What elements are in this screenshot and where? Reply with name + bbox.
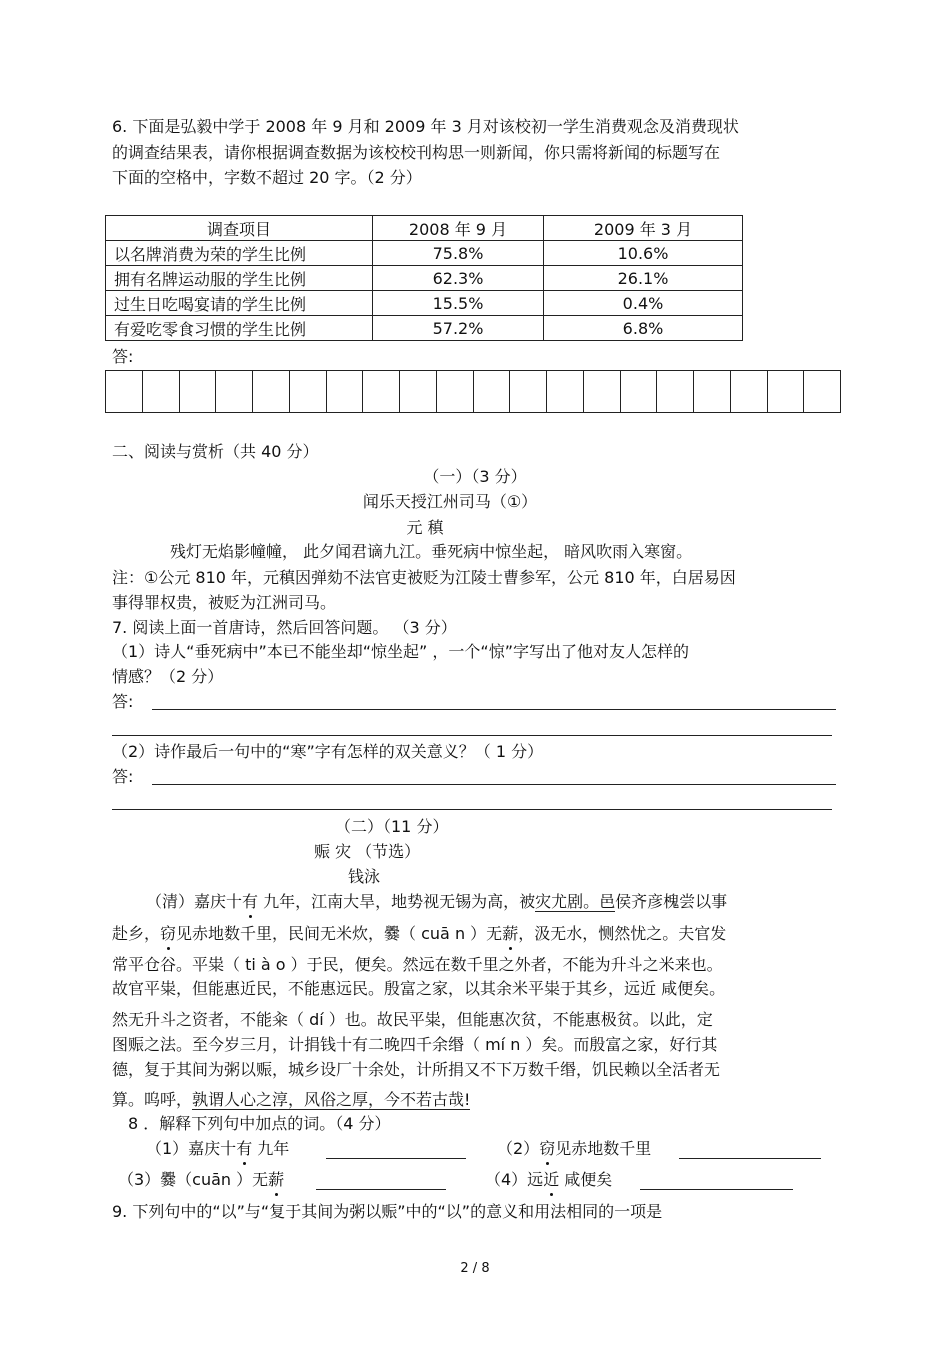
- grid-cell[interactable]: [584, 371, 621, 412]
- table-row: [106, 266, 743, 291]
- table-row: [106, 291, 743, 316]
- article-line6: 图赈之法。至今岁三月，计捐钱十有二晚四千余缗（ mí n ）矣。而殷富之家，好行其: [112, 1035, 718, 1054]
- table-cell: 过生日吃喝宴请的学生比例: [106, 291, 373, 316]
- grid-cell[interactable]: [363, 371, 400, 412]
- article-line7: [112, 1058, 720, 1082]
- q7-prompt: 7. 阅读上面一首唐诗，然后回答问题。 （3 分）: [112, 618, 457, 637]
- q9-prompt: 9. 下列句中的“以”与“复于其间为粥以赈”中的“以”的意义和用法相同的一项是: [112, 1202, 663, 1221]
- page-number: 2 / 8: [460, 1261, 490, 1276]
- grid-cell[interactable]: [547, 371, 584, 412]
- q8-prompt: 8 ．解释下列句中加点的词。（4 分）: [128, 1114, 391, 1133]
- text-run: ，汲无水，恻然忧之。夫官发: [518, 924, 727, 943]
- poem-author: 元 稹: [406, 518, 444, 537]
- article-line5: 然无升斗之资者，不能籴（ dí ）也。故民平粜，但能惠次贫，不能惠极贫。以此，定: [112, 1010, 713, 1029]
- dotted-char: 窃: [160, 922, 176, 946]
- table-cell: 15.5%: [373, 291, 544, 316]
- q6-line3: 下面的空格中，字数不超过 20 字。（2 分）: [112, 168, 422, 187]
- table-cell: 6.8%: [544, 316, 743, 341]
- grid-cell[interactable]: [106, 371, 143, 412]
- text-run: 咸便矣: [559, 1170, 613, 1189]
- q7-2-answer-label: 答:: [112, 767, 134, 786]
- q8-item2: [497, 1137, 651, 1161]
- answer-line[interactable]: [152, 709, 836, 710]
- q8-item3: [118, 1168, 284, 1192]
- grid-cell[interactable]: [216, 371, 253, 412]
- answer-line[interactable]: [112, 809, 832, 810]
- table-cell: 拥有名牌运动服的学生比例: [106, 266, 373, 291]
- q6-line1: 6. 下面是弘毅中学于 2008 年 9 月和 2009 年 3 月对该校初一学生消费观念及消费现状: [112, 117, 739, 136]
- article-line1: [146, 890, 727, 914]
- grid-cell[interactable]: [180, 371, 217, 412]
- grid-cell[interactable]: [657, 371, 694, 412]
- note-line1: 注：①公元 810 年，元稹因弹劾不法官吏被贬为江陵士曹参军，公元 810 年，白居易因: [112, 568, 736, 587]
- text-run: （清）嘉庆十: [146, 892, 243, 911]
- section2-title: 二、阅读与赏析（共 40 分）: [112, 442, 319, 461]
- table-cell: 62.3%: [373, 266, 544, 291]
- article-line8: [112, 1088, 470, 1112]
- article-author: 钱泳: [348, 867, 381, 886]
- underlined-text: 孰谓人心之淳，风俗之厚，今不若古哉!: [192, 1090, 471, 1109]
- table-header-row: [106, 216, 743, 241]
- dotted-char: 有: [242, 890, 258, 914]
- note-line2: 事得罪权贵，被贬为江洲司马。: [112, 593, 337, 612]
- text-run: 见赤地数千里，民间无米炊，爨（ cuā n ）无: [176, 924, 503, 943]
- underlined-text: 灾尤剧。邑: [535, 892, 616, 911]
- text-run: 咸便矣。: [661, 979, 726, 998]
- text-run: 见赤地数千里: [555, 1139, 652, 1158]
- grid-cell[interactable]: [253, 371, 290, 412]
- table-cell: 以名牌消费为荣的学生比例: [106, 241, 373, 266]
- text-run: 算。呜呼，: [112, 1090, 193, 1109]
- grid-cell[interactable]: [474, 371, 511, 412]
- text-run: 赈，城乡设厂十余处，计所捐又不下万数千缗，饥民赖以全活者无: [256, 1060, 721, 1079]
- answer-grid[interactable]: [105, 370, 841, 413]
- q7-2-prompt: （2）诗作最后一句中的“寒”字有怎样的双关意义？（ 1 分）: [112, 742, 544, 761]
- grid-cell[interactable]: [694, 371, 731, 412]
- table-cell: 10.6%: [544, 241, 743, 266]
- text-run: 九年，江南大旱，地势视无锡为高，被: [258, 892, 536, 911]
- part1-heading: （一）（3 分）: [423, 467, 527, 486]
- q8-item4: [485, 1168, 612, 1192]
- table-cell: 0.4%: [544, 291, 743, 316]
- poem-line: 残灯无焰影幢幢， 此夕闻君谪九江。垂死病中惊坐起， 暗风吹雨入寒窗。: [170, 542, 693, 561]
- dotted-char: 近: [543, 1168, 559, 1192]
- text-run: （3）爨（cuān ）无: [118, 1170, 269, 1189]
- part2-heading: （二）（11 分）: [335, 817, 449, 836]
- q7-1-answer-label: 答:: [112, 692, 134, 711]
- grid-cell[interactable]: [437, 371, 474, 412]
- table-row: [106, 316, 743, 341]
- table-cell: 有爱吃零食习惯的学生比例: [106, 316, 373, 341]
- table-row: [106, 241, 743, 266]
- table-header: 调查项目: [106, 216, 373, 241]
- poem-title: 闻乐天授江州司马（①）: [362, 492, 538, 511]
- table-cell: 75.8%: [373, 241, 544, 266]
- text-run: 故官平粜，但能惠近民，不能惠远民。殷富之家，以其余米平粜于其乡，远近: [112, 979, 662, 998]
- article-line4: [112, 977, 725, 1001]
- text-run: （2）: [497, 1139, 540, 1158]
- text-run: （1）嘉庆十: [146, 1139, 237, 1158]
- table-cell: 26.1%: [544, 266, 743, 291]
- table-header: 2008 年 9 月: [373, 216, 544, 241]
- grid-cell[interactable]: [621, 371, 658, 412]
- grid-cell[interactable]: [327, 371, 364, 412]
- answer-line[interactable]: [152, 784, 836, 785]
- grid-cell[interactable]: [731, 371, 768, 412]
- article-line2: [112, 922, 726, 946]
- answer-line[interactable]: [326, 1158, 466, 1159]
- grid-cell[interactable]: [400, 371, 437, 412]
- q7-1-line2: 情感？（2 分）: [112, 667, 224, 686]
- grid-cell[interactable]: [143, 371, 180, 412]
- answer-line[interactable]: [316, 1189, 446, 1190]
- grid-cell[interactable]: [510, 371, 547, 412]
- table-cell: 57.2%: [373, 316, 544, 341]
- text-run: 九年: [252, 1139, 290, 1158]
- dotted-char: 窃: [539, 1137, 555, 1161]
- survey-table: [105, 215, 743, 341]
- dotted-char: 薪: [502, 922, 518, 946]
- article-line3: 常平仓谷。平粜（ ti à o ）于民，便矣。然远在数千里之外者，不能为升斗之米来也。: [112, 955, 723, 974]
- dotted-char: 有: [236, 1137, 252, 1161]
- grid-cell[interactable]: [290, 371, 327, 412]
- table-header: 2009 年 3 月: [544, 216, 743, 241]
- q8-item1: [146, 1137, 289, 1161]
- q6-line2: 的调查结果表，请你根据调查数据为该校校刊构思一则新闻，你只需将新闻的标题写在: [112, 143, 721, 162]
- article-title: 赈 灾 （节选）: [314, 842, 421, 861]
- answer-line[interactable]: [112, 735, 832, 736]
- answer-line[interactable]: [679, 1158, 821, 1159]
- q6-answer-label: 答:: [112, 347, 134, 366]
- text-run: 赴乡，: [112, 924, 161, 943]
- answer-line[interactable]: [640, 1189, 793, 1190]
- text-run: 德，复于其间为粥以: [112, 1060, 257, 1079]
- text-run: （4）远: [485, 1170, 544, 1189]
- text-run: 侯齐彦槐尝以事: [615, 892, 728, 911]
- grid-cell[interactable]: [804, 371, 840, 412]
- grid-cell[interactable]: [768, 371, 805, 412]
- dotted-char: 薪: [268, 1168, 284, 1192]
- q7-1-line1: （1）诗人“垂死病中”本已不能坐却“惊坐起” ，一个“惊”字写出了他对友人怎样的: [112, 642, 690, 661]
